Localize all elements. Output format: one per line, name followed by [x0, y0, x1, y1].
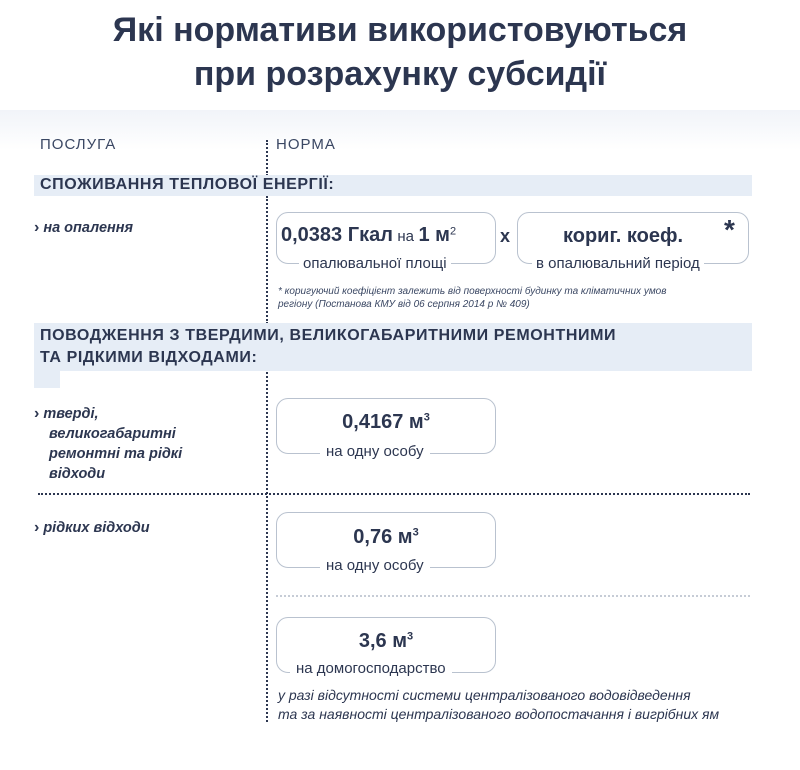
footnote: * коригуючий коефіцієнт залежить від поверхності будинку та кліматичних умов регіону (Постанова КМУ від 06 серпня 2014 р № 409): [278, 286, 667, 310]
page-title-line2: при розрахунку субсидії: [193, 55, 607, 93]
norm-liquid-sub: на одну особу: [320, 557, 430, 574]
column-divider: [266, 140, 268, 176]
header-gradient: [0, 110, 800, 150]
item-heating: [34, 218, 133, 238]
norm-heating-value: 0,0383 Гкал на 1 $м^2$: [281, 224, 457, 246]
item-heating-label: на опалення: [43, 220, 134, 236]
coef-value: кориг. коеф.: [563, 225, 684, 247]
multiply-sign: х: [500, 226, 511, 246]
norm-liquid-value: 0,76 $м^3$: [353, 526, 419, 548]
norm-heating-sub: опалювальної площі: [299, 255, 451, 272]
asterisk-icon: *: [724, 214, 735, 245]
chevron-right-icon: ›: [34, 405, 40, 422]
norm-solid-sub: на одну особу: [320, 443, 430, 460]
column-header-norm: НОРМА: [276, 136, 336, 153]
item-solid-waste-line: великогабаритні: [49, 426, 176, 442]
item-solid-waste: › тверді,: [34, 405, 99, 422]
item-solid-waste-line: ремонтні та рідкі: [49, 446, 183, 462]
column-divider: [266, 196, 268, 324]
page-title-line1: Які нормативи використовуються: [112, 11, 688, 49]
chevron-right-icon: ›: [34, 519, 40, 536]
norm-household-value: 3,6 $м^3$: [358, 630, 414, 652]
section-title-heating: СПОЖИВАННЯ ТЕПЛОВОЇ ЕНЕРГІЇ:: [40, 176, 335, 193]
row-separator-light: [276, 595, 750, 597]
column-divider: [266, 372, 268, 722]
column-header-service: ПОСЛУГА: [40, 136, 117, 153]
household-note: у разі відсутності системи централізованого водовідведення та за наявності централізованого водопостачання і вигрібних ям: [278, 687, 720, 722]
item-solid-waste-line: відходи: [49, 466, 106, 482]
page-title: [0, 8, 800, 96]
section-band-notch: [34, 370, 60, 388]
norm-household-sub: на домогосподарство: [290, 660, 452, 677]
section-title-waste: ПОВОДЖЕННЯ З ТВЕРДИМИ, ВЕЛИКОГАБАРИТНИМИ РЕМОНТНИМИ ТА РІДКИМИ ВІДХОДАМИ:: [40, 327, 617, 366]
coef-sub: в опалювальний період: [532, 255, 704, 272]
row-separator: [38, 493, 750, 495]
chevron-right-icon: ›: [34, 219, 40, 236]
norm-solid-value: 0,4167 $м^3$: [342, 411, 430, 433]
item-liquid-waste: › рідких відходи: [34, 519, 150, 536]
